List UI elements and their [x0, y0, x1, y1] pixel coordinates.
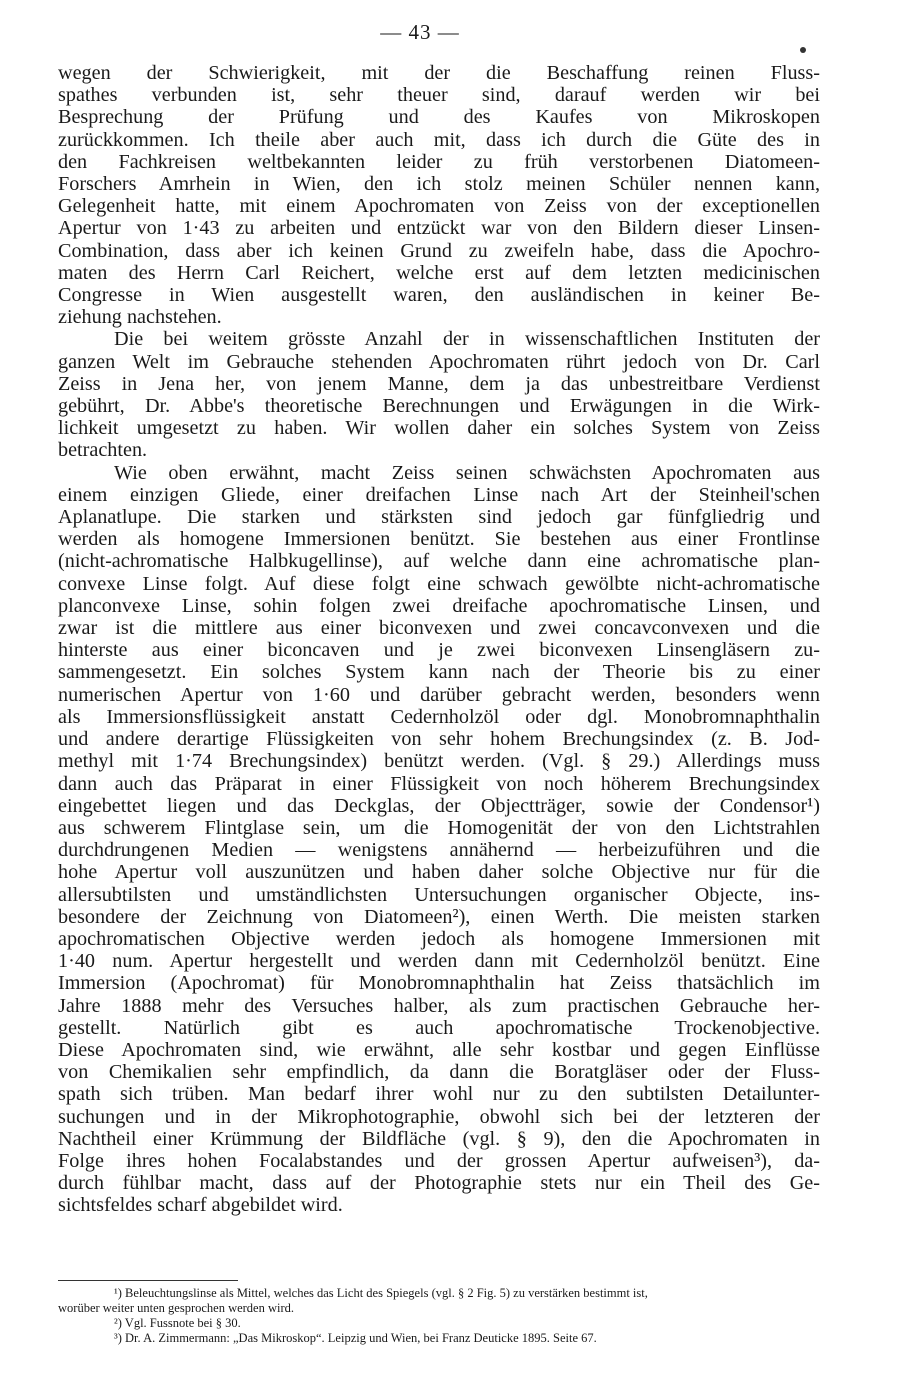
text-line: wegen der Schwierigkeit, mit der die Beschaffung reinen Fluss- — [58, 62, 820, 84]
ink-speck — [800, 47, 806, 53]
body-text — [58, 62, 820, 1217]
text-line: Nachtheil einer Krümmung der Bildfläche (vgl. § 9), den die Apochromaten in — [58, 1127, 820, 1150]
text-line: Forschers Amrhein in Wien, den ich stolz meinen Schüler nennen kann, — [58, 173, 820, 196]
text-line: den Fachkreisen weltbekannten leider zu früh verstorbenen Diatomeen- — [58, 150, 820, 173]
text-line: von Chemikalien sehr empfindlich, da dann die Boratgläser oder der Fluss- — [58, 1061, 820, 1084]
footnote-1-continuation: worüber weiter unten gesprochen werden wird. — [58, 1301, 295, 1315]
text-line: aus schwerem Flintglase sein, um die Homogenität der von den Lichtstrahlen — [58, 816, 820, 839]
text-line: werden als homogene Immersionen benützt. Sie bestehen aus einer Frontlinse — [58, 528, 820, 551]
text-line: Diese Apochromaten sind, wie erwähnt, alle sehr kostbar und gegen Einflüsse — [58, 1038, 820, 1061]
text-line: sammengesetzt. Ein solches System kann nach der Theorie bis zu einer — [58, 661, 820, 684]
text-line: planconvexe Linse, sohin folgen zwei dreifache apochromatische Linsen, und — [58, 594, 820, 617]
text-line: hohe Apertur voll auszunützen und haben daher solche Objective nur für die — [58, 861, 820, 884]
text-line: maten des Herrn Carl Reichert, welche erst auf dem letzten medicinischen — [58, 261, 820, 284]
footnote-divider — [58, 1280, 238, 1281]
text-line: als Immersionsflüssigkeit anstatt Cedernholzöl oder dgl. Monobromnaphthalin — [58, 705, 820, 728]
text-line: apochromatischen Objective werden jedoch als homogene Immersionen mit — [58, 927, 820, 950]
text-line: hinterste aus einer biconcaven und je zwei biconvexen Linsengläsern zu- — [58, 639, 820, 662]
text-line: dann auch das Präparat in einer Flüssigkeit von noch höherem Brechungsindex — [58, 772, 820, 795]
text-line: betrachten. — [58, 439, 148, 462]
text-line: Die bei weitem grösste Anzahl der in wissenschaftlichen Instituten der — [114, 328, 820, 351]
text-line: gebührt, Dr. Abbe's theoretische Berechnungen und Erwägungen in die Wirk- — [58, 395, 820, 418]
text-line: Besprechung der Prüfung und des Kaufes von Mikroskopen — [58, 106, 820, 129]
footnote-1: ¹) Beleuchtungslinse als Mittel, welches das Licht des Spiegels (vgl. § 2 Fig. 5) zu verstärken bestimmt ist, — [114, 1286, 648, 1300]
text-line: suchungen und in der Mikrophotographie, obwohl sich bei der letzteren der — [58, 1105, 820, 1128]
footnote-2: ²) Vgl. Fussnote bei § 30. — [114, 1316, 241, 1330]
text-line: 1·40 num. Apertur hergestellt und werden dann mit Cedernholzöl benützt. Eine — [58, 950, 820, 973]
text-line: besondere der Zeichnung von Diatomeen²), einen Werth. Die meisten starken — [58, 905, 820, 928]
text-line: ganzen Welt im Gebrauche stehenden Apochromaten rührt jedoch von Dr. Carl — [58, 350, 820, 373]
footnotes — [58, 1286, 820, 1346]
text-line: methyl mit 1·74 Brechungsindex) benützt werden. (Vgl. § 29.) Allerdings muss — [58, 750, 820, 773]
text-line: Wie oben erwähnt, macht Zeiss seinen schwächsten Apochromaten aus — [114, 461, 820, 484]
text-line: durchdrungenen Medien — wenigstens annähernd — herbeizuführen und die — [58, 839, 820, 862]
text-line: convexe Linse folgt. Auf diese folgt eine schwach gewölbte nicht-achromatische — [58, 572, 820, 595]
text-line: zwar ist die mittlere aus einer biconvexen und zwei concavconvexen und die — [58, 617, 820, 640]
text-line: Combination, dass aber ich keinen Grund zu zweifeln habe, dass die Apochro- — [58, 239, 820, 262]
text-line: spath sich trüben. Man bedarf ihrer wohl nur zu den subtilsten Detailunter- — [58, 1083, 820, 1106]
text-line: Folge ihres hohen Focalabstandes und der grossen Apertur aufweisen³), da- — [58, 1149, 820, 1172]
text-line: Apertur von 1·43 zu arbeiten und entzückt war von den Bildern dieser Linsen- — [58, 217, 820, 240]
text-line: allersubtilsten und umständlichsten Untersuchungen organischer Objecte, ins- — [58, 883, 820, 906]
text-line: einem einzigen Gliede, einer dreifachen Linse nach Art der Steinheil'schen — [58, 483, 820, 506]
text-line: durch fühlbar macht, dass auf der Photographie stets nur ein Theil des Ge- — [58, 1172, 820, 1195]
footnote-3: ³) Dr. A. Zimmermann: „Das Mikroskop“. Leipzig und Wien, bei Franz Deuticke 1895. Seite 67. — [114, 1331, 597, 1345]
text-line: Immersion (Apochromat) für Monobromnaphthalin hat Zeiss thatsächlich im — [58, 972, 820, 995]
text-line: zurückkommen. Ich theile aber auch mit, dass ich durch die Güte des in — [58, 128, 820, 151]
text-line: eingebettet liegen und das Deckglas, der Objectträger, sowie der Condensor¹) — [58, 794, 820, 817]
text-line: Aplanatlupe. Die starken und stärksten sind jedoch gar fünfgliedrig und — [58, 506, 820, 529]
text-line: spathes verbunden ist, sehr theuer sind, darauf werden wir bei — [58, 84, 820, 107]
text-line: sichtsfeldes scharf abgebildet wird. — [58, 1194, 343, 1217]
text-line: (nicht-achromatische Halbkugellinse), auf welche dann eine achromatische plan- — [58, 550, 820, 573]
text-line: Jahre 1888 mehr des Versuches halber, als zum practischen Gebrauche her- — [58, 994, 820, 1017]
page-number: — 43 — — [380, 20, 460, 44]
text-line: gestellt. Natürlich gibt es auch apochromatische Trockenobjective. — [58, 1016, 820, 1039]
text-line: ziehung nachstehen. — [58, 306, 222, 329]
text-line: und andere derartige Flüssigkeiten von sehr hohem Brechungsindex (z. B. Jod- — [58, 728, 820, 751]
text-line: Zeiss in Jena her, von jenem Manne, dem ja das unbestreitbare Verdienst — [58, 372, 820, 395]
text-line: Congresse in Wien ausgestellt waren, den ausländischen in keiner Be- — [58, 284, 820, 307]
text-line: lichkeit umgesetzt zu haben. Wir wollen daher ein solches System von Zeiss — [58, 417, 820, 440]
text-line: numerischen Apertur von 1·60 und darüber gebracht werden, besonders wenn — [58, 683, 820, 706]
text-line: Gelegenheit hatte, mit einem Apochromaten von Zeiss von der exceptionellen — [58, 195, 820, 218]
